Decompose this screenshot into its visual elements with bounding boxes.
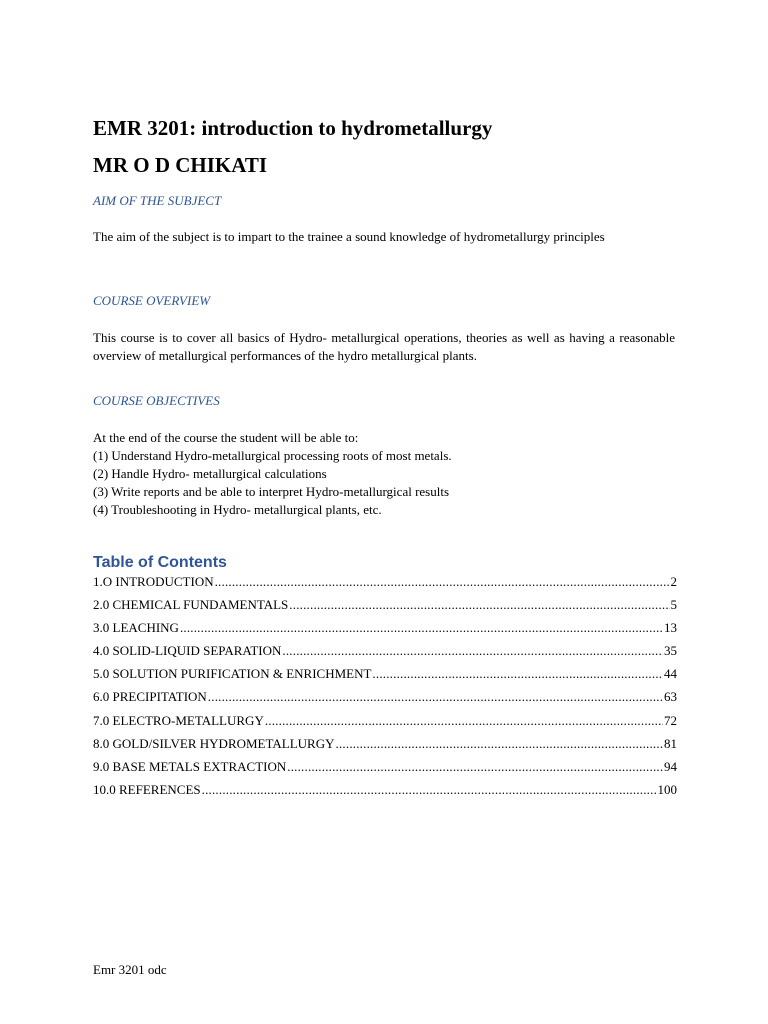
- toc-leader-dots: [289, 597, 669, 613]
- toc-leader-dots: [202, 782, 657, 798]
- toc-entry-page: 5: [670, 597, 677, 613]
- page-footer: Emr 3201 odc: [93, 962, 167, 977]
- toc-entry-solution-purification[interactable]: [93, 666, 677, 689]
- overview-text: This course is to cover all basics of Hydro- metallurgical operations, theories as well as having a reasonable overview of metallurgical performances of the hydro metallurgical plants.: [93, 330, 675, 363]
- toc-entry-page: 100: [657, 781, 677, 797]
- toc-entry-label: 8.0 GOLD/SILVER HYDROMETALLURGY: [93, 735, 335, 751]
- toc-entry-references[interactable]: [93, 782, 677, 805]
- toc-entry-page: 72: [664, 712, 677, 728]
- toc-entry-label: 1.O INTRODUCTION: [93, 574, 214, 589]
- toc-entry-gold-silver-hydrometallurgy[interactable]: [93, 736, 677, 759]
- objective-item: (4) Troubleshooting in Hydro- metallurgical plants, etc.: [93, 502, 382, 517]
- author-name: MR O D CHIKATI: [93, 153, 268, 177]
- toc-leader-dots: [287, 759, 663, 775]
- toc-entry-electro-metallurgy[interactable]: [93, 713, 677, 736]
- toc-entry-label: 5.0 SOLUTION PURIFICATION & ENRICHMENT: [93, 666, 372, 682]
- objectives-heading: COURSE OBJECTIVES: [93, 393, 220, 408]
- toc-entry-label: 2.0 CHEMICAL FUNDAMENTALS: [93, 597, 289, 613]
- toc-entry-page: 81: [664, 735, 677, 751]
- toc-entry-page: 13: [664, 620, 677, 636]
- overview-heading: COURSE OVERVIEW: [93, 293, 211, 308]
- toc-entry-leaching[interactable]: [93, 620, 677, 643]
- table-of-contents: [93, 574, 677, 805]
- toc-leader-dots: [180, 620, 663, 636]
- objective-item: (1) Understand Hydro-metallurgical processing roots of most metals.: [93, 448, 452, 463]
- toc-entry-page: 94: [664, 758, 677, 774]
- toc-entry-chemical-fundamentals[interactable]: [93, 597, 677, 620]
- toc-entry-base-metals-extraction[interactable]: [93, 759, 677, 782]
- toc-entry-introduction[interactable]: [93, 574, 677, 597]
- toc-entry-page: 2: [670, 574, 677, 589]
- aim-text: The aim of the subject is to impart to the trainee a sound knowledge of hydrometallurgy principles: [93, 229, 605, 244]
- toc-leader-dots: [208, 689, 663, 705]
- toc-entry-label: 3.0 LEACHING: [93, 620, 179, 636]
- toc-entry-label: 10.0 REFERENCES: [93, 781, 201, 797]
- toc-leader-dots: [282, 643, 663, 659]
- toc-entry-label: 9.0 BASE METALS EXTRACTION: [93, 758, 287, 774]
- toc-entry-label: 6.0 PRECIPITATION: [93, 689, 207, 705]
- toc-entry-page: 35: [664, 643, 677, 659]
- toc-entry-label: 4.0 SOLID-LIQUID SEPARATION: [93, 643, 282, 659]
- toc-entry-page: 44: [664, 666, 677, 682]
- toc-leader-dots: [265, 713, 663, 729]
- objective-item: (3) Write reports and be able to interpret Hydro-metallurgical results: [93, 484, 450, 499]
- toc-leader-dots: [215, 574, 670, 590]
- toc-leader-dots: [372, 666, 663, 682]
- aim-heading: AIM OF THE SUBJECT: [93, 193, 222, 208]
- document-title: EMR 3201: introduction to hydrometallurgy: [93, 116, 493, 140]
- objectives-intro: At the end of the course the student will be able to:: [93, 430, 359, 445]
- toc-heading: Table of Contents: [93, 554, 227, 571]
- toc-entry-page: 63: [664, 689, 677, 705]
- toc-leader-dots: [336, 736, 663, 752]
- toc-entry-label: 7.0 ELECTRO-METALLURGY: [93, 712, 264, 728]
- toc-entry-precipitation[interactable]: [93, 689, 677, 712]
- toc-entry-solid-liquid-separation[interactable]: [93, 643, 677, 666]
- objective-item: (2) Handle Hydro- metallurgical calculations: [93, 466, 327, 481]
- objectives-list: [93, 429, 675, 519]
